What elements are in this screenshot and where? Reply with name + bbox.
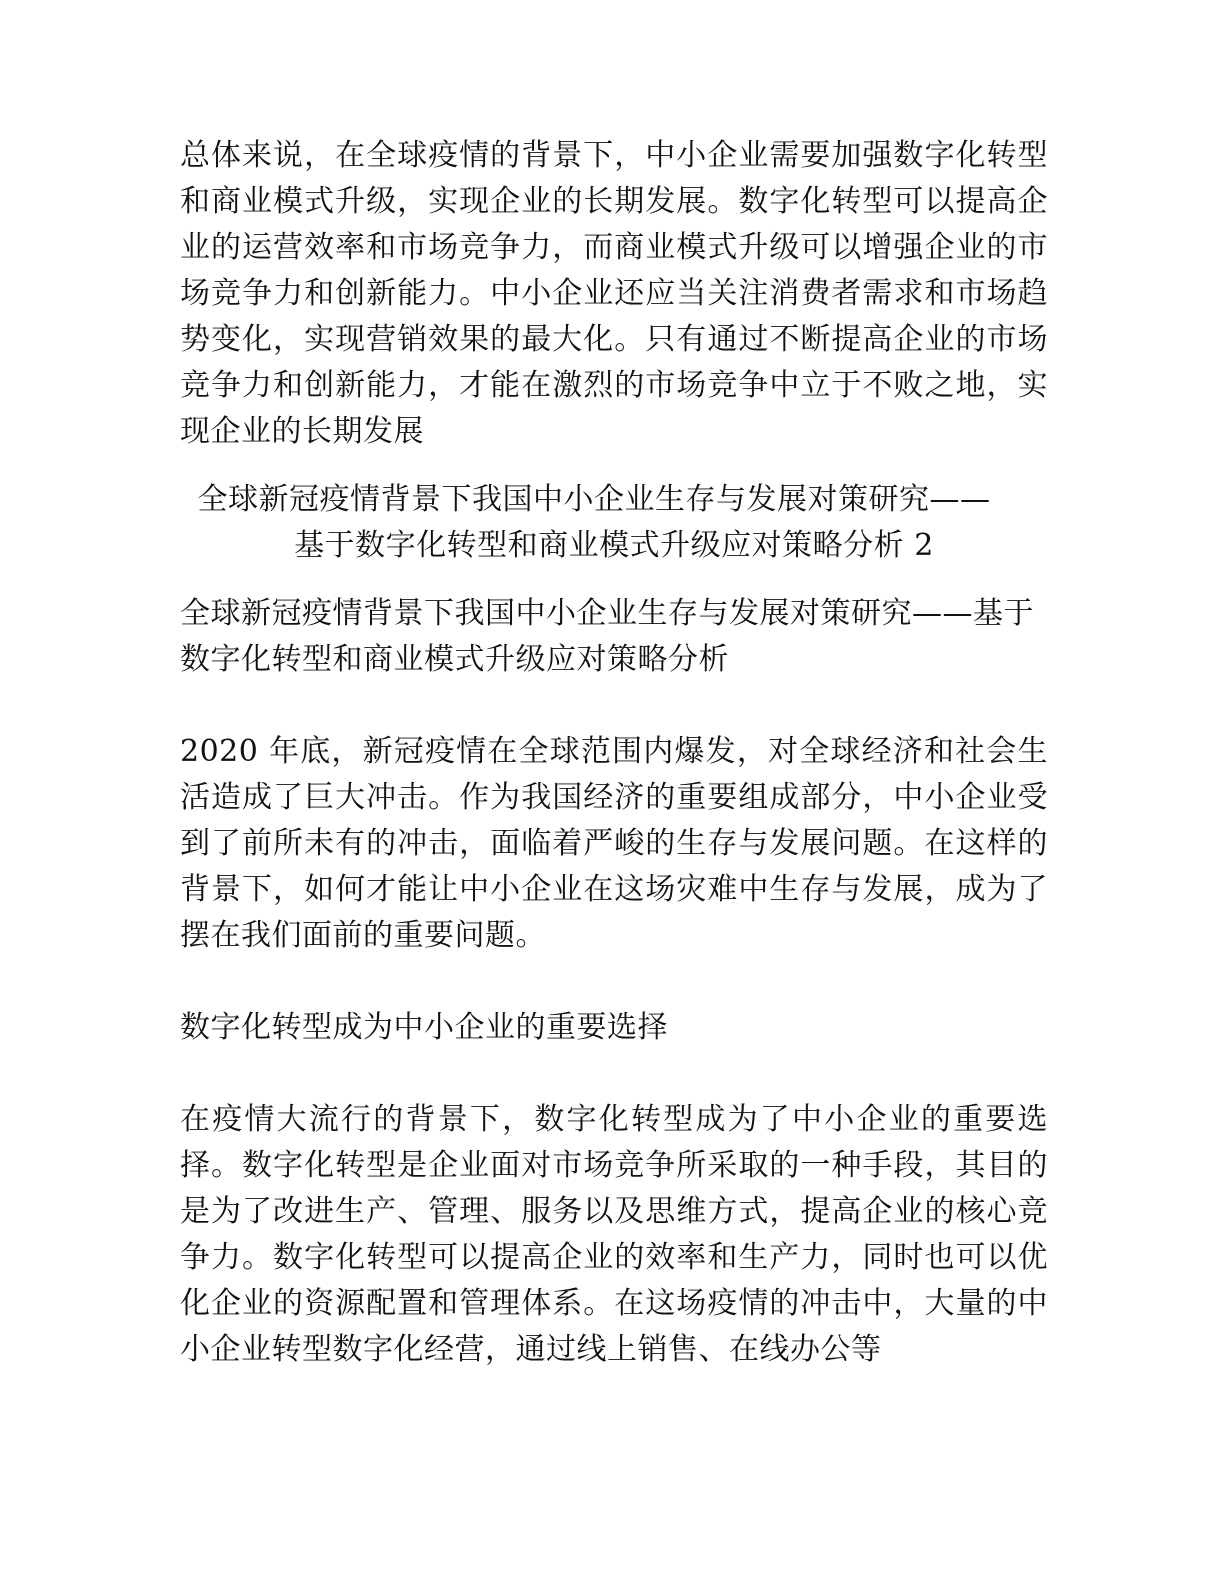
- paragraph-conclusion: 总体来说，在全球疫情的背景下，中小企业需要加强数字化转型和商业模式升级，实现企业的长期发展。数字化转型可以提高企业的运营效率和市场竞争力，而商业模式升级可以增强企业的市场竞争力和创新能力。中小企业还应当关注消费者需求和市场趋势变化，实现营销效果的最大化。只有通过不断提高企业的市场竞争力和创新能力，才能在激烈的市场竞争中立于不败之地，实现企业的长期发展: [180, 138, 1048, 449]
- paragraph-digital-transformation: 在疫情大流行的背景下，数字化转型成为了中小企业的重要选择。数字化转型是企业面对市场竞争所采取的一种手段，其目的是为了改进生产、管理、服务以及思维方式，提高企业的核心竞争力。数字化转型可以提高企业的效率和生产力，同时也可以优化企业的资源配置和管理体系。在这场疫情的冲击中，大量的中小企业转型数字化经营，通过线上销售、在线办公等: [180, 1102, 1048, 1367]
- section-heading: 数字化转型成为中小企业的重要选择: [180, 1010, 668, 1045]
- document-subtitle: 全球新冠疫情背景下我国中小企业生存与发展对策研究——基于数字化转型和商业模式升级应对策略分析: [180, 596, 1034, 677]
- document-title-line-2: 基于数字化转型和商业模式升级应对策略分析 2: [294, 528, 934, 563]
- paragraph-intro: 2020 年底，新冠疫情在全球范围内爆发，对全球经济和社会生活造成了巨大冲击。作为我国经济的重要组成部分，中小企业受到了前所未有的冲击，面临着严峻的生存与发展问题。在这样的背景下，如何才能让中小企业在这场灾难中生存与发展，成为了摆在我们面前的重要问题。: [180, 734, 1048, 953]
- document-title-line-1: 全球新冠疫情背景下我国中小企业生存与发展对策研究——: [197, 482, 991, 517]
- document-page: [180, 133, 1048, 1373]
